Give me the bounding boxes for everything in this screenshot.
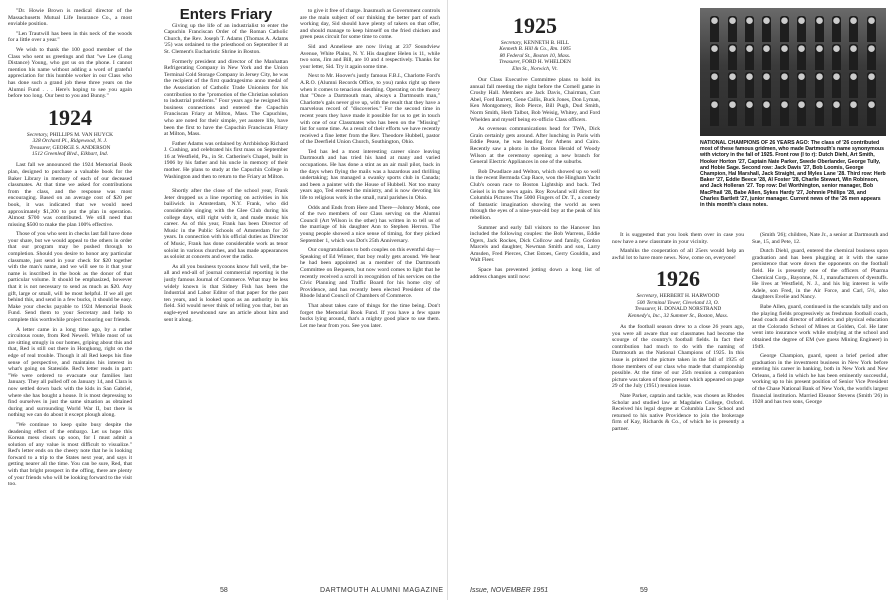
treasurer-address: Kennedy's, Inc., 32 Summer St., Boston, Mass. [627,312,729,319]
secretary-address: 80 Federal St., Boston 10, Mass. [499,52,571,59]
secretary-name: HERBERT H. HARWOOD [659,293,720,300]
treasurer-name: GEORGE S. ANDERSON [52,144,111,151]
paragraph: Last fall we announced the 1924 Memorial Book plan, designed to purchase a valuable book for the Baker Library in memory of each of our deceased classmates. At that time we asked for contributions from the class, and the response was most encouraging. Based on an average cost of $20 per book, it was indicated that we would need approximately $1,200 to put the plan in operation. Almost $700 was contributed. We still need that missing $500 to make the plan 100% effective. [8,162,132,228]
page-number-left: 58 [220,587,228,594]
treasurer-address: 1512 Greenleaf Blvd., Elkhart, Ind. [31,150,109,157]
page-gutter [447,0,448,600]
article-title: Enters Friary [179,8,273,23]
paragraph: Giving up the life of an industrialist to enter the Capuchin Franciscan Order of the Roman Catholic Church, the Rev. Joseph T. Adams (Thomas A. Adams '25) was ordained to the priesthood on September 8 at St. Clement's Eucharistic Shrine in Boston. [164,22,288,55]
paragraph: Next to Mr. Hoover's justly famous F.B.I., Charlotte Ford's A.R.O. (Alumni Records Office, to you) ranks right up there when it comes to tenacious sleuthing. Operating on the theory that "Once a Dartmouth man, always a Dartmouth man," Charlotte's gals never give up, with the result that they have a marvelous record of "discoveries." For the second time in recent years they have made it possible for us to get in touch with one of our Classmates who has been on the "Missing" list for some time. As a result of their efforts we have recently received a fine letter from the Rev. Theodore Hubbell, pastor of the Deerfield Union Church, Southington, Ohio. [300,73,440,146]
paragraph: George Champion, guard, spent a brief period after graduation in the investment business in New York before entering his career in banking, both in New York and New Orleans, a field in which he has been eminently successful, working up to his present position of Senior Vice President of the Chase National Bank of New York, the world's largest financial institution. Married Eleanor Stevens (Smith '26) in 1928 and has two sons, George [752,353,888,406]
paragraph: Babe Allen, guard, continued in the scandals tally and on the playing fields progressively as freshman football coach, head coach and director of athletics and physical education at the Colorado School of Mines at Golden, Col. He later went into insurance work while studying at the school and obtained the degree of EM (we guess Mining Engineer) in 1949. [752,303,888,350]
column-2 [164,8,288,573]
paragraph: Ted has led a most interesting career since leaving Dartmouth and has tried his hand at many and varied occupations. He has done a stint as an air mail pilot, back in the days when flying the mails was a hazardous and thrilling undertaking; has managed a swanky sports club in Canada; and been a painter with the House of Hubbell. Not too many years ago, Ted entered the ministry, and is now devoting his life to religious work in the small, rural parishes in Ohio. [300,148,440,202]
treasurer-label: Treasurer, [499,59,521,66]
paragraph: Our congratulations to both couples on this eventful day—Speaking of Ed Winner, that boy really gets around. We hear he had been appointed as a member of the Dartmouth Committee on Bequests, but now word comes to light that he recently received a scroll in recognition of his services on the Civic Planning and Traffic Board for his home city of Providence, and has recently been elected President of the Rhode Island Council of Chambers of Commerce. [300,247,440,300]
column-1 [8,8,132,588]
secretary-name: KENNETH B. HILL [523,40,570,46]
paragraph: We wish to thank the 100 good member of the Class who sent us greetings and that "we Lee (Long Distance) Young, who got us on the phone. I cannot mention his name without adding a word of grateful appreciation for this humble worker in our Class who has done such a grand job these three years on the Alumni Fund . . . Here's hoping to see you again before too long. Our best to you and Bunny." [8,46,132,100]
issue-date: Issue, NOVEMBER 1951 [470,587,549,594]
paragraph: Father Adams was ordained by Archbishop Richard J. Cushing, and celebrated his first mass on September 16 at Westfield, Pa., in St. Catherine's Chapel, built in 1906 by his father and his uncle in memory of their mother. He plans to study at the Capuchin College in Washington and then to return to the Friary at Milton. [164,140,288,180]
treasurer-label: Treasurer, [634,306,657,313]
class-year-1925: 1925 [513,13,557,38]
paragraph: "Len Trautwill has been in this neck of the woods for a little over a year." [8,30,132,44]
paragraph: Bob Dwadlace and Welton, which showed up so well in the recent Bermuda Cup Race, won the Hingham Yacht Club's ocean race to Boston Lightship and back. Ted Geisel is in the news again. Roy Rowland will direct for Columbia Pictures The 5000 Fingers of Dr. T., a comedy of fantastic imagination showing the world as seen through the eyes of a nine-year-old boy at the peak of his rebellion. [470,168,600,221]
paragraph: A letter came in a long time ago, by a rather circuitous route, from Red Newell. While most of us are sitting smugly in our homes, griping about this and that, Red is still out there in Hongkong, right on the edge of real trouble. Though it all Red keeps his fine sense of perspective, and maintains his interest in what's going on Stateside. Red's letter reads in part: "We were ordered to evacuate our families last January. They all pulled off on January 14, and Clara is now settled down back with the kids in San Gabriel, where she has bought a house. It is most depressing to find ourselves in just the same situation as obtained during and surrounding World War II, but there is nothing we can do about it except plough along. [8,326,132,419]
column-6 [752,232,888,577]
treasurer-address: Elm St., Norwich, Vt. [512,65,558,72]
secretary-label: Secretary, [636,293,659,300]
secretary-label: Secretary, [26,131,49,138]
paragraph: Dutch Diehl, guard, entered the chemical business upon graduation and has been plugging at it with the same persistence that wore down the opponents on the football field. He is presently one of the officers of Pharma Chemical Corp., Bayonne, N. J., manufacturers of dyestuffs. He lives at Westfield, N. J., and his big interest is wife Adele, son Fred, in the Air Force, and Carl, 5½, also daughters Evelie and Nancy. [752,248,888,301]
magazine-name: DARTMOUTH ALUMNI MAGAZINE [320,587,444,594]
class-year-1924: 1924 [48,104,92,130]
paragraph: Formerly president and director of the Manhattan Refrigerating Company in New York and the Union Terminal Cold Storage Company in Jersey City, he was the recipient of the first quadragesimo anno medal of the Association of Catholic Trade Unionists for his contribution to the "promotion of the Christian solution to industrial problems." Four years ago he resigned his business connections and entered the Capuchin Franciscan Friary at Milton, Mass. The Capuchins, who are noted for their simple, yet austere life, have been the first to have the Capuchin Franciscan Friary at Milton, Mass. [164,58,288,138]
paragraph: Summer and early fall visitors to the Hanover Inn included the following couples: the Bob Warrens, Eddie Ogers, Jack Rockes, Dick Collcow and family, Gordon Marcels and daughter, Newman Smith and son, Larry Amsden, Fred Pierces, Chet Estoes, Gerry Gouldin, and Walt Fleer. [470,224,600,264]
paragraph: That about takes care of things for the time being. Don't forget the Memorial Book Fund. If you have a few spare bucks lying around, that's a mighty good place to use them. Let me hear from you. See you later. [300,302,440,329]
column-5 [612,232,744,577]
paragraph: It is suggested that you look them over in case you now have a new classmate in your vicinity. [612,232,744,245]
paragraph: As all you business tycoons know full well, the be-all and end-all of journal commercial reporting is the justly famous Journal of Commerce. What may be less widely known is that Sidney Fish has been the Industrial and Labor Editor of that paper for the past ten years, and is looked upon as an authority in his field. Sid would never think of telling you that, but an eagle-eyed newshound saw an article about him and sent it along. [164,263,288,323]
secretary-address: 500 Terminal Tower, Cleveland 13, O. [637,299,719,306]
secretary-address: 328 Orchard Pl., Ridgewood, N. J. [32,138,108,145]
page-number-right: 59 [640,587,648,594]
treasurer-name: FORD H. WHELDEN [522,59,571,66]
paragraph: Space has prevented jotting down a long list of address changes until now: [470,267,600,280]
secretary-address: Kenneth B. Hill & Co., Rm. 1005 [499,46,571,53]
paragraph: Sid and Anneliese are now living at 237 Soundview Avenue, White Plains, N. Y. His daughter Helen is 11, while two sons, Jim and Bill, are 10 and 4 respectively. Thanks for your letter, Sid. Try it again some time. [300,43,440,70]
paragraph: "Dr. Howie Brown is medical director of the Massachusetts Mutual Life Insurance Co., a most enviable position. [8,8,132,28]
paragraph: Our Class Executive Committee plans to hold its annual fall meeting the night before the Cornell game in Crosby Hall. Members are Jack Davis, Chairman, Curt Abel, Ford Barrett, Gene Callis, Buck Jones, Don Lyman, Ken Montgomery, Bob Pierce, Bill Pugh, Dud Smith, Norm Smith, Herb Talbot, Bob Weisig, Whitey, and Ford Whelden and myself being ex-officio Class officers. [470,77,600,123]
paragraph: As overseas communications head for TWA, Dick Grain certainly gets around. After lunching in Paris with Eddie Pease, he was heading for Athens and Cairo. Recently saw a photo in the Boston Herald of Woody Wilson at the ceremony opening a new branch for General Electric Appliances in one of the suburbs. [470,126,600,166]
paragraph: Manhiks the cooperation of all 25ers would help an awful lot to have more news. Now, come on, everyone! [612,248,744,261]
secretary-name: PHILLIPS M. VAN HUYCK [49,131,114,138]
column-4 [470,8,600,573]
paragraph: (Smith '26); children, Nate Jr., a senior at Dartmouth and Sue, 15, and Pete, 12. [752,232,888,245]
paragraph: to give it free of charge. Inasmuch as Government controls are the main subject of our thinking the better part of each working day, Sid should have plenty of takers on that offer, and should manage to keep himself on the fried chicken and green peas circuit for some time to come. [300,8,440,41]
paragraph: As the football season drew to a close 26 years ago, you were all aware that our classmates had become the scourge of the country's football fields. In fact their contribution had much to do with the naming of Dartmouth as the National Champions of 1925. In this issue is printed the picture taken in the fall of 1925 of those members of our class who made that championship possible. At the time of our 25th reunion a companion picture was taken of those present which appeared on page 29 of the July (1951) reunion issue. [612,324,744,390]
photo-caption: NATIONAL CHAMPIONS OF 26 YEARS AGO: The class of '26 contributed most of these famous gridmen, who made Dartmouth's name synonymous with victory in the fall of 1925. Front row (l to r): Dutch Diehl, Art Smith, Hooker Horton '27, Captain Nate Parker, Swede Oberlander, George Tully, and Hobie Sage. Second row: Jack Davis '27, Bob Loomis, George Champion, Hal Marshall, Jack Straight, and Myles Lane '28. Third row: Herb Baker '27, Eddie Beece '28, Al Foster '28, Charlie Stewart, Win Robinson, and Jack Holleran '27. Top row: Del Worthington, senior manager, Bob MacPhail '28, Babe Allen, Sykes Hardy '27, Johnnie Phillips '28, and Charles Bartlett '27, junior manager. Current news of the '26 men appears in this month's class notes. [700,140,886,209]
paragraph: "We continue to keep quite busy despite the deadening effect of the embargo. Let us hope this Korean mess clears up soon, for I must admit a solution of any value is most difficult to visualize." Red's letter ends on the cheery note that he is looking forward to a trip to the States next year, and says it getting nearer all the time. You can be sure, Red, that with that bright prospect in the offing, there are plenty of your friends who will be looking forward to the visit too. [8,421,132,488]
paragraph: Shortly after the close of the school year, Frank Jeter dropped us a line reporting on activities in his bailiwick in Amsterdam, N.Y. Frank, who did considerable singing with the Glee Club during his college days, still right with it, and made music his career. As of this year, Frank has been Director of Music in the Public Schools of Amsterdam for 26 years. In connection with his official duties as Director of Music, Frank has done considerable work as tenor soloist in various churches, and has made appearances as soloist at concerts and over the radio. [164,188,288,261]
paragraph: Those of you who sent in checks last fall have done your share, but we would appeal to the others in order that our program may be pushed through to completion. Should you desire to honor any particular classmate, just send in your check for $20 together with the man's name, and we will see to it that your name is inscribed in the book as the donor of that particular volume. It should be emphasized, however that it is not necessary to send as much as $20. Any gift, large or small, will be most helpful. If we all get behind this, and send in a few bucks, it should be easy. Make your checks payable to 1924 Memorial Book Fund. Send them to your Secretary and help to complete this worthwhile project honoring our friends. [8,231,132,323]
paragraph: Nate Parker, captain and tackle, was chosen as Rhodes Scholar and studied law at Magdalen College, Oxford. Received his legal degree at Columbia Law School and returned to his native Providence to join the brokerage firm of Kay, Richards & Co., of which he is presently a partner. [612,392,744,432]
treasurer-name: H. DONALD NORSTRAND [657,306,722,313]
column-3 [300,8,440,573]
paragraph: Odds and Ends from Here and There—Johnny Monk, one of the two members of our Class serving on the Alumni Council (Art Wilson is the other) has written in to tell us of the marriage of his daughter Ann to Stephen Herron. The young people showed a nice sense of timing, for they picked September 1, which was Dot's 25th Anniversary. [300,204,440,244]
class-year-1926: 1926 [656,266,700,292]
football-team-photo [700,8,886,136]
treasurer-label: Treasurer, [29,144,52,151]
secretary-label: Secretary, [500,40,523,46]
